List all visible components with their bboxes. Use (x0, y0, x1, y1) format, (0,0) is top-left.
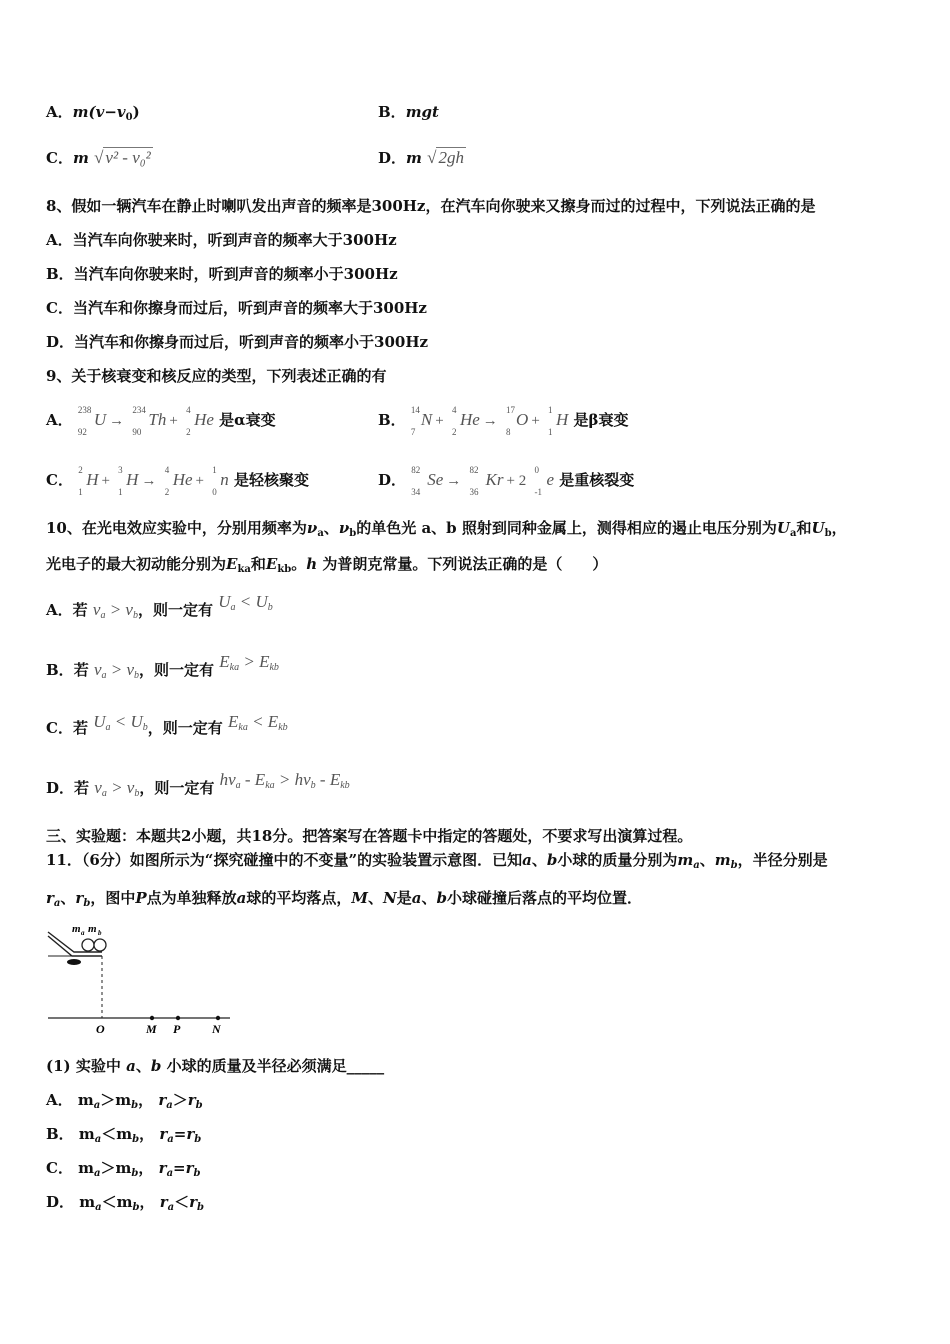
q9-option-d: D． 82 34 Se → 82 36 Kr + 2 0 -1 e 是重核裂变 (378, 465, 635, 497)
nuclide: 0 -1 e (534, 465, 554, 497)
fig-label-m-point: M (146, 1022, 157, 1036)
q11-option-d: D． $m_a<m_b$， $r_a<r_b$ (46, 1193, 205, 1213)
q10-option-c: C．若 $U_a < U_b$，则一定有 $E_{ka} < E_{kb}$ (46, 712, 288, 737)
nuclide: 4 2 He (186, 405, 214, 437)
point-n (216, 1016, 220, 1020)
q8-option-c: C．当汽车和你擦身而过后，听到声音的频率大于300Hz (46, 299, 427, 317)
collision-apparatus-figure (44, 918, 234, 1038)
answer-blank[interactable]: _____ (346, 1057, 385, 1075)
q11-option-b: B． $m_a<m_b$， $r_a=r_b$ (46, 1125, 202, 1145)
fig-label-b: b (98, 929, 102, 937)
fig-label-o: O (96, 1022, 105, 1036)
nuclide: 17 8 O (506, 405, 529, 437)
sqrt-expression: √ 2gh (427, 148, 464, 167)
nuclide: 4 2 He (451, 405, 480, 437)
q11-stem-line2: $r_a$、$r_b$，图中P点为单独释放a球的平均落点，M、N是a、b小球碰撞后落点的平均位置． (46, 889, 642, 909)
q8-option-b: B．当汽车向你驶来时，听到声音的频率小于300Hz (46, 265, 398, 283)
q10-stem-line2: 光电子的最大初动能分别为$E_{ka}$和$E_{kb}$。h 为普朗克常量。下列说法正确的是（ ） (46, 555, 608, 575)
nuclide: 14 7 N (410, 405, 433, 437)
q11-option-a: A． $m_a>m_b$， $r_a>r_b$ (46, 1091, 203, 1111)
fig-label-a: a (81, 929, 85, 937)
fig-label-n: N (212, 1022, 221, 1036)
q8-option-d: D．当汽车和你擦身而过后，听到声音的频率小于300Hz (46, 333, 429, 351)
q9-stem: 9、关于核衰变和核反应的类型，下列表述正确的有 (46, 367, 387, 385)
q7-a-expr: m(v−v (72, 103, 126, 121)
q10-option-b: B．若 $\nu_a > \nu_b$，则一定有 $E_{ka} > E_{kb}$ (46, 652, 279, 681)
clamp (67, 959, 81, 965)
nuclide: 82 36 Kr (469, 465, 504, 497)
nuclide: 3 1 H (118, 465, 139, 497)
q10-option-a: A．若 $\nu_a > \nu_b$，则一定有 $U_a < U_b$ (46, 592, 273, 621)
q7-option-a: A．$m(v-v_0)$ (46, 103, 140, 123)
nuclide: 1 0 n (212, 465, 229, 497)
q9-option-c: C． 2 1 H + 3 1 H → 4 2 He + 1 0 n 是轻核聚变 (46, 465, 309, 497)
section-3-heading: 三、实验题：本题共2小题，共18分。把答案写在答题卡中指定的答题处，不要求写出演算过程。 (46, 827, 693, 845)
nuclide: 4 2 He (164, 465, 193, 497)
nuclide: 82 34 Se (411, 465, 444, 497)
q9-option-a: A． 238 92 U → 234 90 Th + 4 2 He 是α衰变 (46, 405, 276, 437)
ball-a (82, 939, 94, 951)
q7-option-b: B．mgt (378, 103, 439, 121)
point-p (176, 1016, 180, 1020)
nuclide: 1 1 H (548, 405, 569, 437)
nuclide: 234 90 Th (132, 405, 167, 437)
nuclide: 2 1 H (78, 465, 99, 497)
fig-label-m: m (88, 923, 97, 935)
point-m (150, 1016, 154, 1020)
q11-option-c: C． $m_a>m_b$， $r_a=r_b$ (46, 1159, 201, 1179)
q8-option-a: A．当汽车向你驶来时，听到声音的频率大于300Hz (46, 231, 397, 249)
q9-option-b: B． 14 7 N + 4 2 He → 17 8 O + 1 1 H 是β衰变 (378, 405, 629, 437)
q8-stem: 8、假如一辆汽车在静止时喇叭发出声音的频率是300Hz，在汽车向你驶来又擦身而过的过程中，下列说法正确的是 (46, 197, 816, 215)
q10-option-d: D．若 $\nu_a > \nu_b$，则一定有 $h\nu_a - E_{ka} > h\nu_b - E_{kb}$ (46, 770, 350, 799)
q7-option-d: D．m √ 2gh (378, 148, 464, 167)
q11-stem-line1: 11．（6分）如图所示为“探究碰撞中的不变量”的实验装置示意图．已知a、b小球的质量分别为$m_a$、$m_b$，半径分别是 (46, 851, 828, 871)
fig-label-p: P (173, 1022, 181, 1036)
q10-stem-line1: 10、在光电效应实验中，分别用频率为$\nu_a$、$\nu_b$的单色光 a、b 照射到同种金属上，测得相应的遏止电压分别为$U_a$和$U_b$， (46, 519, 847, 539)
fig-label-m: m (72, 923, 81, 935)
q7-option-c: C．m √ v² - v₀² (46, 148, 151, 167)
sqrt-expression: √ v² - v₀² (94, 148, 151, 167)
q11-subquestion-1: (1) 实验中 a、b 小球的质量及半径必须满足_____ (46, 1057, 385, 1075)
nuclide: 238 92 U (77, 405, 107, 437)
ball-b (94, 939, 106, 951)
